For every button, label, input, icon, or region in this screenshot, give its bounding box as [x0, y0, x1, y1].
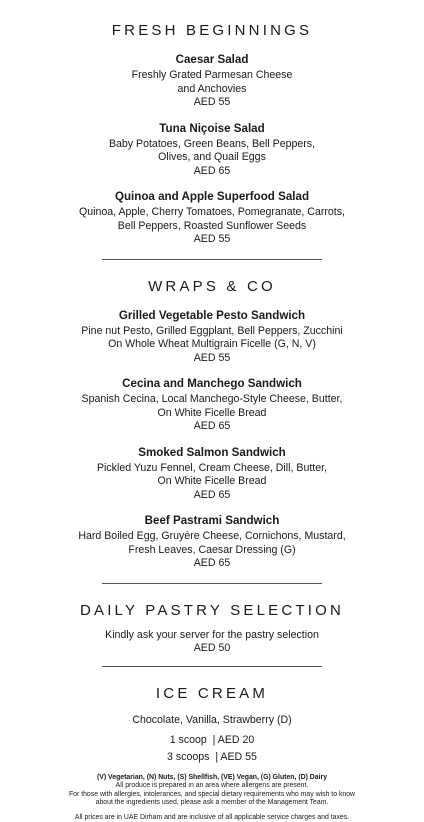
prices-note: All prices are in UAE Dirham and are inclusive of all applicable service charges and taxes.: [74, 813, 350, 821]
item-desc-line: On White Ficelle Bread: [157, 475, 267, 487]
menu-item-beef-pastrami-sandwich: [0, 514, 424, 571]
section-title: DAILY PASTRY SELECTION: [79, 601, 345, 619]
item-desc-line: Fresh Leaves, Caesar Dressing (G): [128, 543, 296, 556]
allergen-legend: (V) Vegetarian, (N) Nuts, (S) Shellfish, (VE) Vegan, (G) Gluten, (D) Dairy: [96, 774, 328, 781]
item-name: Tuna Niçoise Salad: [159, 121, 265, 135]
pastry-desc: Kindly ask your server for the pastry selection: [105, 628, 319, 641]
section-divider: [102, 259, 322, 260]
allergen-note-line: For those with allergies, intolerances, and special dietary requirements who may wish to know: [68, 790, 356, 798]
item-desc-line: Olives, and Quail Eggs: [158, 151, 266, 163]
item-desc-line: Pickled Yuzu Fennel, Cream Cheese, Dill, Butter,: [96, 461, 328, 474]
allergen-note-line: All produce is prepared in an area where allergens are present.: [115, 782, 309, 790]
ice-cream-option: 3 scoops | AED 55: [167, 750, 257, 763]
section-title: FRESH BEGINNINGS: [111, 22, 313, 39]
item-desc-line: On Whole Wheat Multigrain Ficelle (G, N, V): [108, 338, 316, 350]
item-desc-line: Bell Peppers, Roasted Sunflower Seeds: [117, 219, 307, 232]
item-price: AED 55: [193, 233, 231, 245]
item-name: Smoked Salmon Sandwich: [138, 445, 286, 459]
section-title: ICE CREAM: [155, 684, 269, 702]
item-desc-line: On White Ficelle Bread: [157, 406, 267, 419]
pastry-price: AED 50: [193, 642, 231, 654]
section-divider: [102, 666, 322, 667]
item-name: Caesar Salad: [175, 53, 249, 66]
menu-item-grilled-vegetable-pesto-sandwich: [0, 309, 424, 366]
item-name: Beef Pastrami Sandwich: [144, 514, 280, 527]
menu-item-smoked-salmon-sandwich: [0, 446, 424, 503]
section-daily-pastry: [0, 602, 424, 656]
item-price: AED 55: [193, 351, 231, 364]
item-desc-line: Baby Potatoes, Green Beans, Bell Peppers,: [108, 137, 316, 150]
item-price: AED 65: [193, 420, 231, 432]
item-name: Quinoa and Apple Superfood Salad: [114, 190, 310, 203]
footnote: [0, 774, 424, 822]
menu-item-quinoa-salad: [0, 190, 424, 247]
item-name: Grilled Vegetable Pesto Sandwich: [118, 308, 306, 322]
item-price: AED 65: [193, 164, 231, 177]
item-price: AED 55: [193, 96, 231, 108]
section-divider: [102, 583, 322, 584]
item-price: AED 65: [193, 488, 231, 501]
section-ice-cream: [0, 685, 424, 765]
menu-item-caesar-salad: [0, 53, 424, 110]
menu-item-tuna-nicoise: [0, 122, 424, 179]
ice-cream-flavors: Chocolate, Vanilla, Strawberry (D): [132, 713, 292, 726]
allergen-note-line: about the ingredients used, please ask a member of the Management Team.: [95, 799, 329, 807]
item-desc-line: Pine nut Pesto, Grilled Eggplant, Bell Peppers, Zucchini: [81, 324, 343, 337]
ice-cream-option: 1 scoop | AED 20: [169, 734, 255, 746]
item-desc-line: and Anchovies: [177, 82, 247, 95]
section-wraps-and-co: [0, 278, 424, 571]
item-desc-line: Spanish Cecina, Local Manchego-Style Cheese, Butter,: [81, 393, 343, 405]
item-desc-line: Quinoa, Apple, Cherry Tomatoes, Pomegranate, Carrots,: [79, 206, 345, 218]
item-desc-line: Hard Boiled Egg, Gruyère Cheese, Cornichons, Mustard,: [78, 530, 346, 542]
section-fresh-beginnings: [0, 22, 424, 247]
section-title: WRAPS & CO: [148, 277, 276, 295]
item-name: Cecina and Manchego Sandwich: [122, 377, 302, 390]
item-desc-line: Freshly Grated Parmesan Cheese: [131, 69, 293, 81]
menu-item-cecina-manchego-sandwich: [0, 377, 424, 434]
item-price: AED 65: [193, 557, 231, 569]
